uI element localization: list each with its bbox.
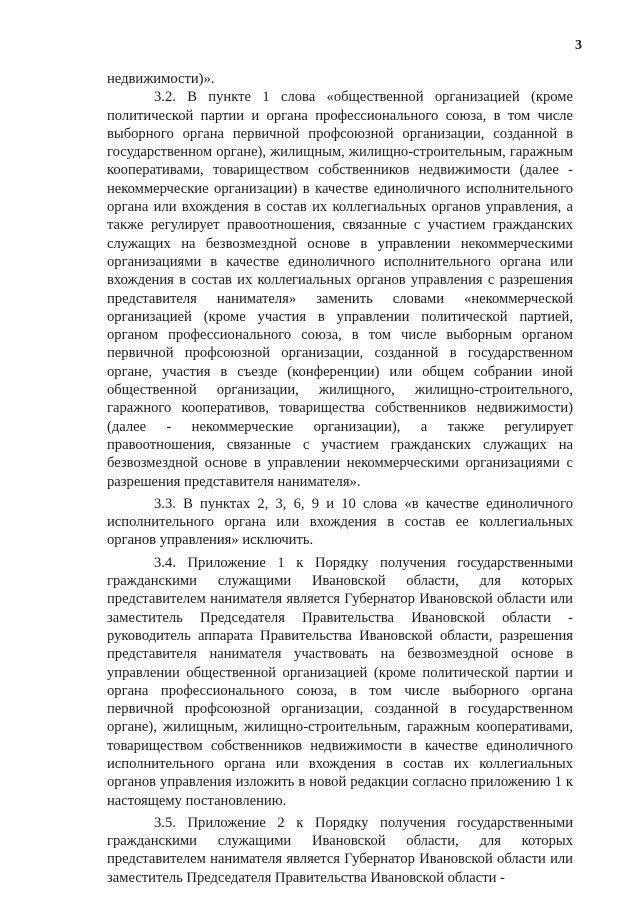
paragraph-3-5: 3.5. Приложение 2 к Порядку получения государственными гражданскими служащими Ивановской области, для которых представителем нанимателя является Губернатор Ивановской области или заместитель Председателя Правительства Ивановской области -	[107, 814, 573, 886]
paragraph-3-4: 3.4. Приложение 1 к Порядку получения государственными гражданскими служащими Ивановской области, для которых представителем нанимателя является Губернатор Ивановской области или заместитель Председателя Правительства Ивановской области - руководитель аппарата Правительства Ивановской области, разрешения представителя нанимателя участвовать на безвозмездной основе в управлении общественной организацией (кроме политической партии и органа профессионального союза, в том числе выборного органа первичной профсоюзной организации, созданной в государственном органе), жилищным, жилищно-строительным, гаражным кооперативами, товариществом собственников недвижимости в качестве единоличного исполнительного органа или вхождения в состав их коллегиальных органов управления изложить в новой редакции согласно приложению 1 к настоящему постановлению.	[107, 554, 573, 809]
paragraph-3-3: 3.3. В пунктах 2, 3, 6, 9 и 10 слова «в качестве единоличного исполнительного органа или вхождения в состав ее коллегиальных органов управления» исключить.	[107, 495, 573, 549]
paragraph-continuation: недвижимости)».	[107, 71, 215, 87]
page-number: 3	[575, 38, 582, 53]
paragraph-3-2: 3.2. В пункте 1 слова «общественной организацией (кроме политической партии и органа профессионального союза, в том числе выборного органа первичной профсоюзной организации, созданной в государственном органе), жилищным, жилищно-строительным, гаражным кооперативами, товариществом собственников недвижимости (далее - некоммерческие организации) в качестве единоличного исполнительного органа или вхождения в состав их коллегиальных органов управления, а также регулирует правоотношения, связанные с участием гражданских служащих на безвозмездной основе в управлении некоммерческими организациями в качестве единоличного исполнительного органа или вхождения в состав их коллегиальных органов управления с разрешения представителя нанимателя» заменить словами «некоммерческой организацией (кроме участия в управлении политической партией, органом профессионального союза, в том числе выборным органом первичной профсоюзной организации, созданной в государственном органе, участия в съезде (конференции) или общем собрании иной общественной организации, жилищного, жилищно-строительного, гаражного кооперативов, товарищества собственников недвижимости) (далее - некоммерческие организации), а также регулирует правоотношения, связанные с участием гражданских служащих на безвозмездной основе в управлении некоммерческими организациями с разрешения представителя нанимателя».	[107, 89, 573, 490]
document-body	[107, 70, 573, 887]
